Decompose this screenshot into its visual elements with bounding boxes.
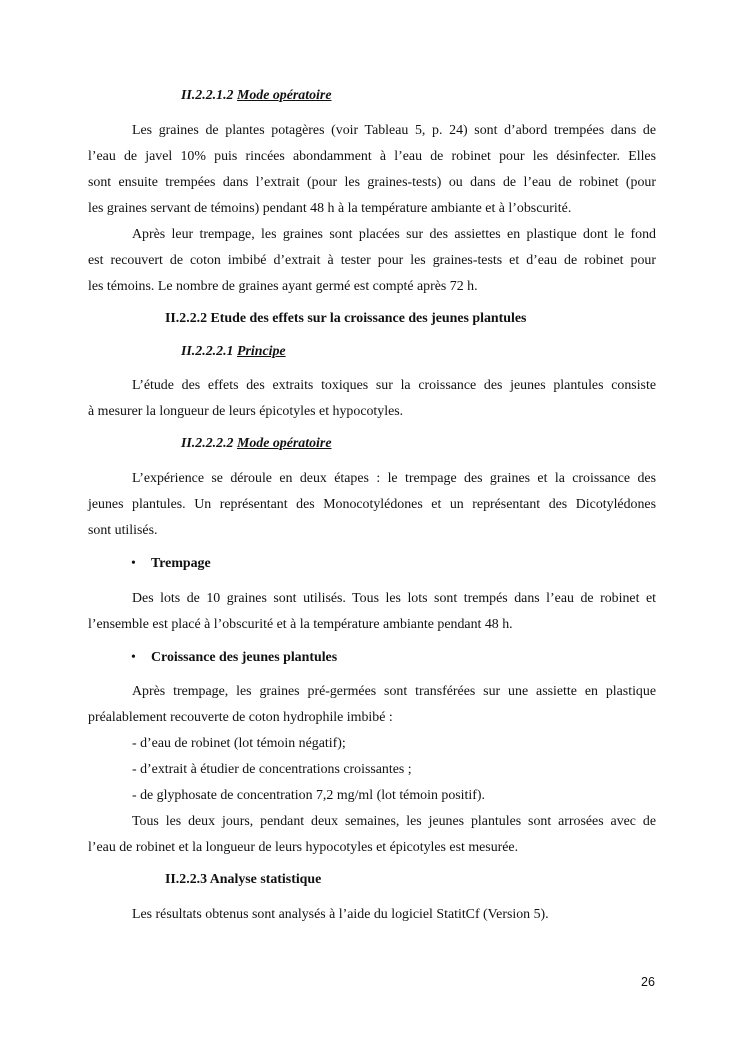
bullet-label: Trempage [151, 556, 211, 571]
text-line: l’ensemble est placé à l’obscurité et à la température ambiante pendant 48 h. [88, 617, 513, 632]
section-title: Mode opératoire [236, 88, 332, 103]
section-number: II.2.2.1.2 [181, 88, 234, 103]
section-number: II.2.2.2.2 [181, 436, 234, 451]
section-heading-mode-operatoire-2 [181, 436, 332, 452]
bullet-label: Croissance des jeunes plantules [151, 650, 338, 665]
bullet-item-croissance [131, 650, 337, 666]
list-item: - de glyphosate de concentration 7,2 mg/ml (lot témoin positif). [132, 788, 485, 803]
text-line: sont utilisés. [88, 523, 158, 538]
text-line: est recouvert de coton imbibé d’extrait à tester pour les graines-tests et d’eau de robinet pour [88, 253, 656, 268]
text-line: Des lots de 10 graines sont utilisés. Tous les lots sont trempés dans l’eau de robinet et [132, 591, 656, 606]
text-line: l’eau de javel 10% puis rincées abondamment à l’eau de robinet pour les désinfecter. Elles [88, 149, 656, 164]
text-line: L’expérience se déroule en deux étapes : le trempage des graines et la croissance des [132, 471, 656, 486]
text-line: Tous les deux jours, pendant deux semaines, les jeunes plantules sont arrosées avec de [132, 814, 656, 829]
section-heading-principe [181, 344, 286, 360]
text-line: L’étude des effets des extraits toxiques sur la croissance des jeunes plantules consiste [132, 378, 656, 393]
text-line: préalablement recouverte de coton hydrophile imbibé : [88, 710, 393, 725]
text-line: sont ensuite trempées dans l’extrait (pour les graines-tests) ou dans de l’eau de robinet (pour [88, 175, 656, 190]
section-heading-mode-operatoire-1 [181, 88, 332, 104]
section-title: Mode opératoire [236, 436, 332, 451]
page-number: 26 [641, 975, 655, 989]
text-line: à mesurer la longueur de leurs épicotyles et hypocotyles. [88, 404, 404, 419]
text-line: Après leur trempage, les graines sont placées sur des assiettes en plastique dont le fond [132, 227, 656, 242]
text-line: les graines servant de témoins) pendant 48 h à la température ambiante et à l’obscurité. [88, 201, 572, 216]
text-line: Les résultats obtenus sont analysés à l’aide du logiciel StatitCf (Version 5). [132, 907, 549, 922]
text-line: Les graines de plantes potagères (voir Tableau 5, p. 24) sont d’abord trempées dans de [132, 123, 656, 138]
section-number: II.2.2.2.1 [181, 344, 234, 359]
text-line: les témoins. Le nombre de graines ayant germé est compté après 72 h. [88, 279, 478, 294]
bullet-icon: • [131, 650, 136, 665]
section-title: Principe [236, 344, 286, 359]
bullet-item-trempage [131, 556, 211, 572]
list-item: - d’extrait à étudier de concentrations croissantes ; [132, 762, 412, 777]
text-line: jeunes plantules. Un représentant des Monocotylédones et un représentant des Dicotylédones [88, 497, 656, 512]
text-line: l’eau de robinet et la longueur de leurs hypocotyles et épicotyles est mesurée. [88, 840, 519, 855]
bullet-icon: • [131, 556, 136, 571]
section-heading-croissance: II.2.2.2 Etude des effets sur la croissance des jeunes plantules [165, 311, 527, 326]
list-item: - d’eau de robinet (lot témoin négatif); [132, 736, 346, 751]
text-line: Après trempage, les graines pré-germées sont transférées sur une assiette en plastique [132, 684, 656, 699]
section-heading-analyse-statistique: II.2.2.3 Analyse statistique [165, 872, 322, 887]
